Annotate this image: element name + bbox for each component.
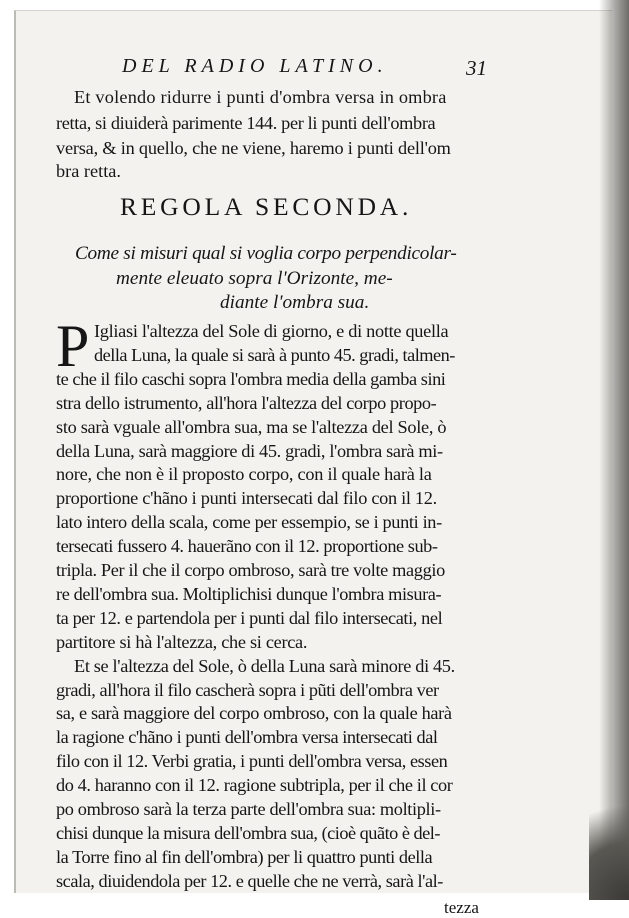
- paragraph-line: nore, che non è il proposto corpo, con il quale harà la: [56, 464, 432, 485]
- paragraph-line: po ombroso sarà la terza parte dell'ombra sua: moltipli-: [56, 799, 441, 819]
- paragraph-line: te che il filo caschi sopra l'ombra media della gamba sini: [56, 368, 446, 389]
- paragraph-line: stra dello istrumento, all'hora l'altezza del corpo propo-: [56, 392, 437, 413]
- page-corner-shadow: [589, 780, 629, 900]
- subtitle-line: diante l'ombra sua.: [220, 292, 370, 313]
- page-edge-shadow: [599, 0, 629, 900]
- running-title: DEL RADIO LATINO.: [122, 55, 388, 77]
- paragraph-line: ta per 12. e partendola per i punti dal filo intersecati, nel: [56, 607, 443, 628]
- paragraph-line: re dell'ombra sua. Moltiplichisi dunque l'ombra misura-: [56, 583, 442, 604]
- section-heading: REGOLA SECONDA.: [120, 192, 413, 221]
- paragraph-line: gradi, all'hora il filo cascherà sopra i pũti dell'ombra ver: [56, 679, 439, 700]
- paragraph-line: la ragione c'hãno i punti dell'ombra versa intersecati dal: [56, 727, 438, 748]
- intro-line: versa, & in quello, che ne viene, haremo i punti dell'om: [56, 138, 451, 158]
- paragraph-line: do 4. haranno con il 12. ragione subtripla, per il che il cor: [56, 775, 453, 796]
- paragraph-line: tersecati fussero 4. hauerãno con il 12. proportione sub-: [56, 536, 438, 557]
- paragraph-line: la Torre fino al fin dell'ombra) per li quattro punti della: [56, 846, 433, 867]
- paragraph-line: sa, e sarà maggiore del corpo ombroso, con la quale harà: [56, 703, 452, 724]
- paragraph-line: della Luna, la quale si sarà à punto 45. gradi, talmen-: [94, 344, 455, 365]
- paragraph-line: scala, diuidendola per 12. e quelle che ne verrà, sarà l'al-: [56, 870, 443, 891]
- paragraph-line: della Luna, sarà maggiore di 45. gradi, l'ombra sarà mi-: [56, 440, 443, 461]
- paragraph-line: tripla. Per il che il corpo ombroso, sarà tre volte maggio: [56, 560, 445, 580]
- subtitle-line: Come si misuri qual si voglia corpo perpendicolar-: [75, 243, 457, 264]
- paragraph-line: lato intero della scala, come per essempio, se i punti in-: [56, 512, 442, 533]
- intro-line: Et volendo ridurre i punti d'ombra versa in ombra: [74, 87, 447, 107]
- paragraph-line: Igliasi l'altezza del Sole di giorno, e di notte quella: [94, 321, 449, 341]
- subtitle-line: mente eleuato sopra l'Orizonte, me-: [116, 268, 393, 289]
- paragraph-line: Et se l'altezza del Sole, ò della Luna sarà minore di 45.: [74, 655, 455, 676]
- paragraph-line: filo con il 12. Verbi gratia, i punti dell'ombra versa, essen: [56, 751, 448, 772]
- paragraph-line: proportione c'hãno i punti intersecati dal filo con il 12.: [56, 488, 437, 509]
- drop-cap: P: [56, 313, 90, 379]
- page-number: 31: [466, 56, 487, 80]
- paragraph-line: chisi dunque la misura dell'ombra sua, (cioè quãto è del-: [56, 822, 440, 843]
- intro-line: retta, si diuiderà parimente 144. per li punti dell'ombra: [56, 113, 436, 133]
- paragraph-line: partitore si hà l'altezza, che si cerca.: [56, 631, 308, 652]
- catchword: tezza: [444, 897, 479, 917]
- intro-line: bra retta.: [56, 161, 121, 181]
- paragraph-line: sto sarà vguale all'ombra sua, ma se l'altezza del Sole, ò: [56, 416, 447, 437]
